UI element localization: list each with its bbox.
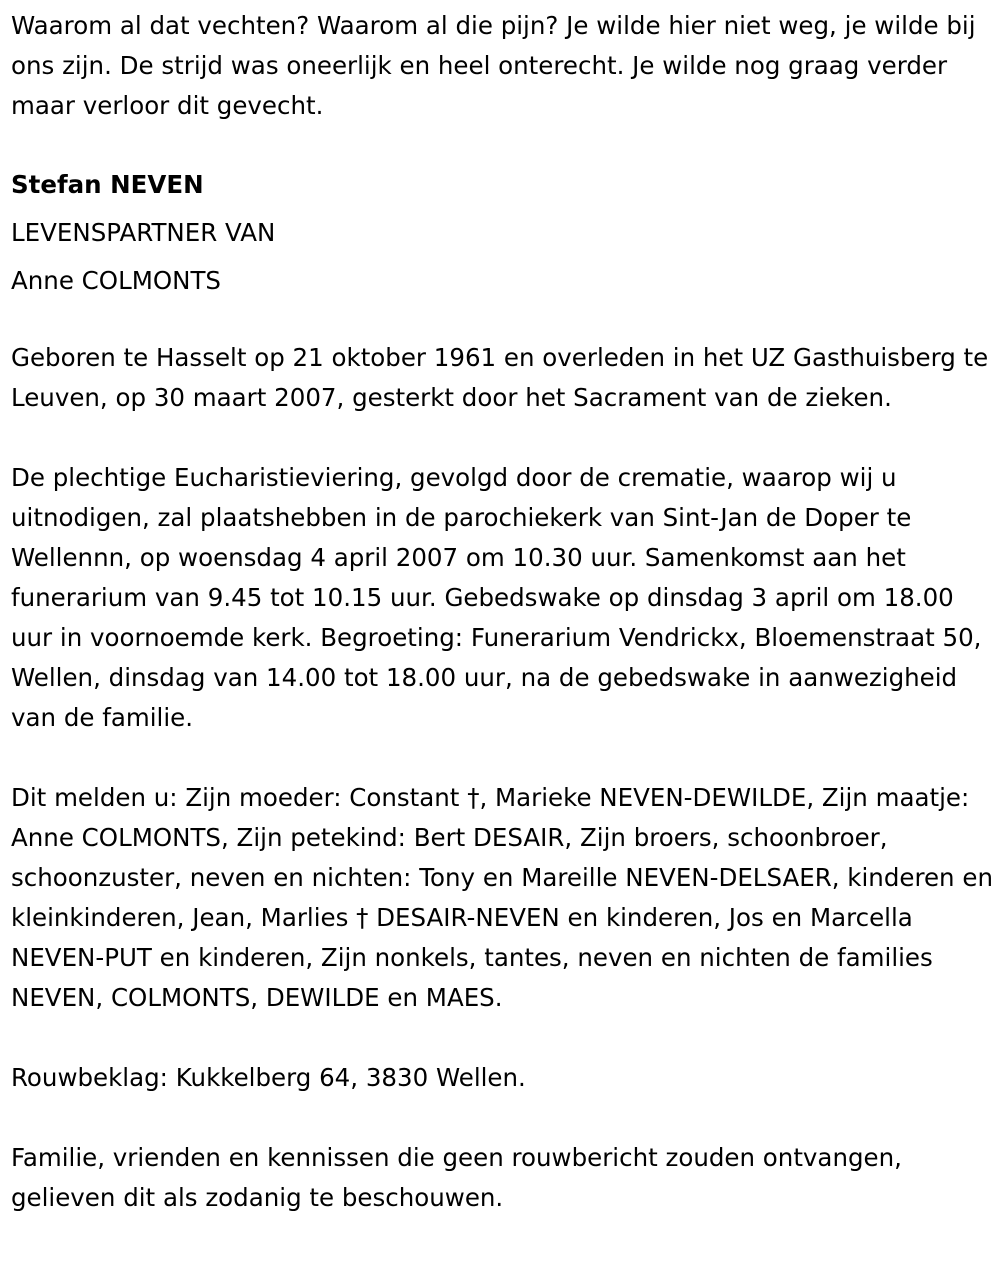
announcement-paragraph: Dit melden u: Zijn moeder: Constant †, Marieke NEVEN-DEWILDE, Zijn maatje: Anne COLMONTS, Zijn petekind: Bert DESAIR, Zijn broers, schoonbroer, schoonzuster, neven en nichten: Tony en Mareille NEVEN-DELSAER, kinderen en kleinkinderen, Jean, Marlies † DESAIR-NEVEN en kinderen, Jos en Marcella NEVEN-PUT en kinderen, Zijn nonkels, tantes, neven en nichten de families NEVEN, COLMONTS, DEWILDE en MAES. [11, 783, 993, 1012]
ceremony-paragraph: De plechtige Eucharistieviering, gevolgd door de crematie, waarop wij u uitnodigen, zal plaatshebben in de parochiekerk van Sint-Jan de Doper te Wellennn, op woensdag 4 april 2007 om 10.30 uur. Samenkomst aan het funerarium van 9.45 tot 10.15 uur. Gebedswake op dinsdag 3 april om 18.00 uur in voornoemde kerk. Begroeting: Funerarium Vendrickx, Bloemenstraat 50, Wellen, dinsdag van 14.00 tot 18.00 uur, na de gebedswake in aanwezigheid van de familie. [11, 463, 982, 732]
relation-label: LEVENSPARTNER VAN [11, 218, 276, 247]
partner-name: Anne COLMONTS [11, 266, 221, 295]
obituary-document [11, 6, 996, 1258]
deceased-header [11, 161, 996, 305]
birth-death-paragraph: Geboren te Hasselt op 21 oktober 1961 en overleden in het UZ Gasthuisberg te Leuven, op 30 maart 2007, gesterkt door het Sacrament van de zieken. [11, 343, 989, 412]
closing-note: Familie, vrienden en kennissen die geen rouwbericht zouden ontvangen, gelieven dit als zodanig te beschouwen. [11, 1143, 902, 1212]
deceased-name: Stefan NEVEN [11, 170, 204, 199]
condolence-address: Rouwbeklag: Kukkelberg 64, 3830 Wellen. [11, 1063, 526, 1092]
opening-poem: Waarom al dat vechten? Waarom al die pijn? Je wilde hier niet weg, je wilde bij ons zijn. De strijd was oneerlijk en heel onterecht. Je wilde nog graag verder maar verloor dit gevecht. [11, 11, 976, 120]
